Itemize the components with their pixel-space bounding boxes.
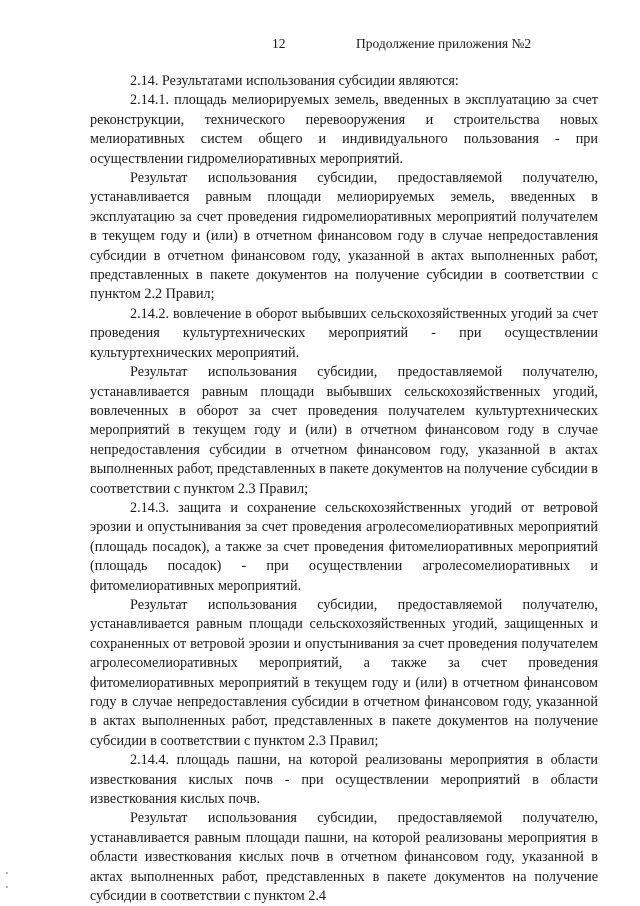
paragraph-result-2-14-3: Результат использования субсидии, предоставляемой получателю, устанавливается равным площади сельскохозяйственных угодий, защищенных и сохраненных от ветровой эрозии и опустынивания за счет проведения получателем агролесомелиоративных мероприятий, а также за счет проведения фитомелиоративных мероприятий в текущем году и (или) в отчетном финансовом году в случае непредоставления субсидии в отчетном финансовом году, указанной в актах выполненных работ, представленных в пакете документов на получение субсидии в соответствии с пунктом 2.3 Правил; <box>90 596 598 749</box>
page-number: 12 <box>272 36 286 51</box>
paragraph-item-2-14-1: 2.14.1. площадь мелиорируемых земель, введенных в эксплуатацию за счет реконструкции, технического перевооружения и строительства новых мелиоративных систем общего и индивидуального пользования - при осуществлении гидромелиоративных мероприятий. <box>90 92 598 167</box>
paragraph-item-2-14-3: 2.14.3. защита и сохранение сельскохозяйственных угодий от ветровой эрозии и опустынивания за счет проведения агролесомелиоративных мероприятий (площадь посадок), а также за счет проведения фитомелиоративных мероприятий (площадь посадок) - при осуществлении агролесомелиоративных и фитомелиоративных мероприятий. <box>90 499 598 594</box>
scan-artifact <box>6 872 8 874</box>
scan-artifact <box>6 886 8 888</box>
paragraph-result-2-14-1: Результат использования субсидии, предоставляемой получателю, устанавливается равным площади мелиорируемых земель, введенных в эксплуатацию за счет проведения гидромелиоративных мероприятий получателем в текущем году и (или) в отчетном финансовом году в случае непредоставления субсидии в отчетном финансовом году, указанной в актах выполненных работ, представленных в пакете документов на получение субсидии в соответствии с пунктом 2.2 Правил; <box>90 170 598 303</box>
paragraph-intro: 2.14. Результатами использования субсидии являются: <box>130 73 459 89</box>
document-body <box>90 72 598 906</box>
paragraph-result-2-14-4: Результат использования субсидии, предоставляемой получателю, устанавливается равным площади пашни, на которой реализованы мероприятия в области известкования кислых почв в отчетном финансовом году, указанной в актах выполненных работ, представленных в пакете документов на получение субсидии в соответствии с пунктом 2.4 <box>90 810 598 905</box>
paragraph-item-2-14-4: 2.14.4. площадь пашни, на которой реализованы мероприятия в области известкования кислых почв - при осуществлении мероприятий в области известкования кислых почв. <box>90 752 598 808</box>
page-header <box>0 36 640 56</box>
paragraph-result-2-14-2: Результат использования субсидии, предоставляемой получателю, устанавливается равным площади выбывших сельскохозяйственных угодий, вовлеченных в оборот за счет проведения получателем культуртехнических мероприятий в текущем году и (или) в отчетном финансовом году в случае непредоставления субсидии в отчетном финансовом году, указанной в актах выполненных работ, представленных в пакете документов на получение субсидии в соответствии с пунктом 2.3 Правил; <box>90 364 598 497</box>
appendix-label: Продолжение приложения №2 <box>356 36 532 51</box>
paragraph-item-2-14-2: 2.14.2. вовлечение в оборот выбывших сельскохозяйственных угодий за счет проведения культуртехнических мероприятий - при осуществлении культуртехнических мероприятий. <box>90 305 598 361</box>
